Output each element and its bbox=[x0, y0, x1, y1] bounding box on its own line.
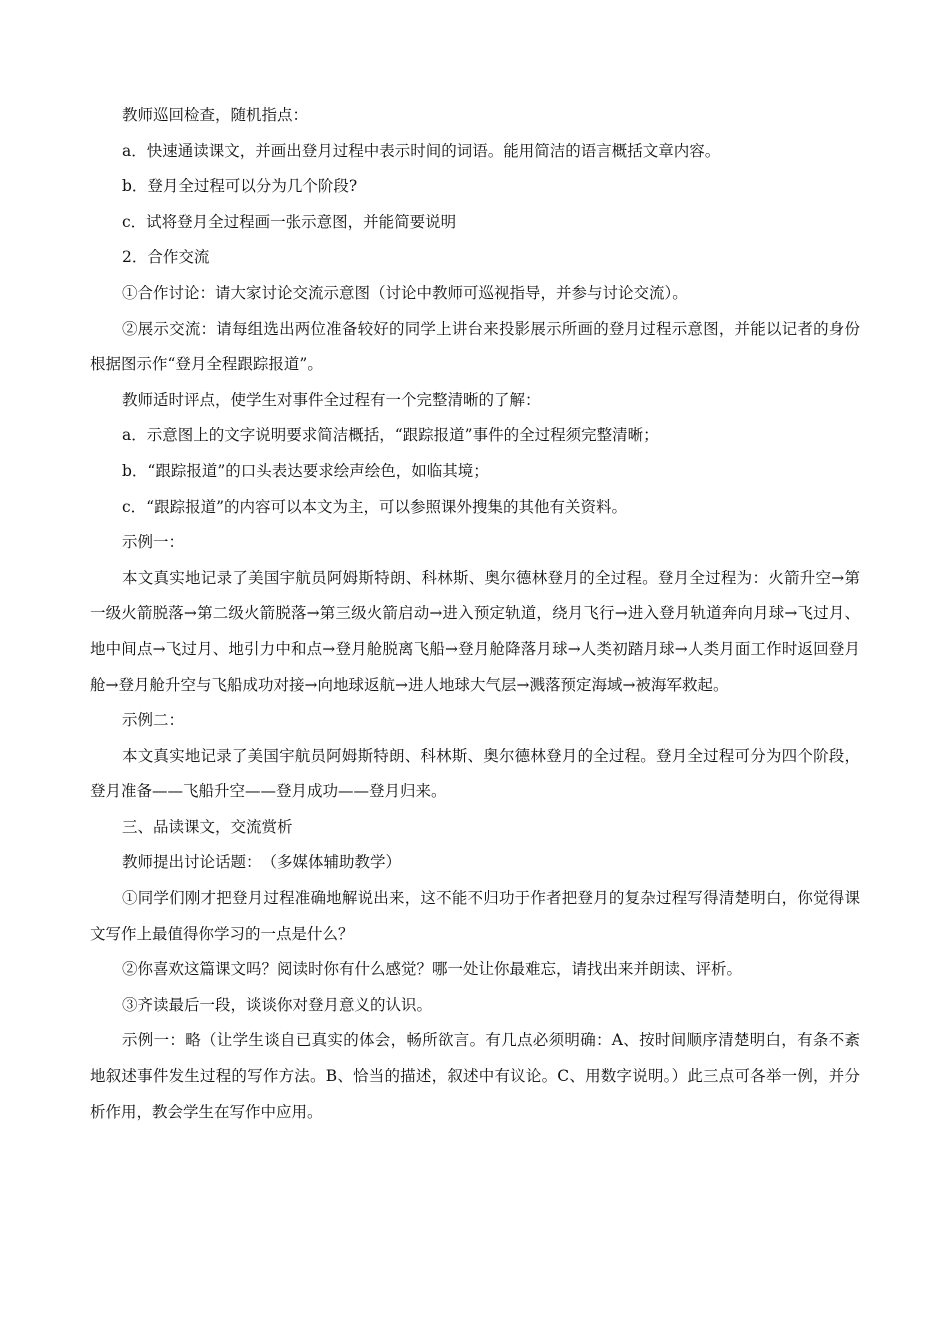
document-page bbox=[90, 98, 860, 1130]
paragraph: ②展示交流：请每组选出两位准备较好的同学上讲台来投影展示所画的登月过程示意图，并能以记者的身份根据图示作“登月全程跟踪报道”。 bbox=[90, 319, 860, 374]
paragraph: 本文真实地记录了美国宇航员阿姆斯特朗、科林斯、奥尔德林登月的全过程。登月全过程为：火箭升空→第一级火箭脱落→第二级火箭脱落→第三级火箭启动→进入预定轨道，绕月飞行→进入登月轨道奔向月球→飞过月、地中间点→飞过月、地引力中和点→登月舱脱离飞船→登月舱降落月球→人类初踏月球→人类月面工作时返回登月舱→登月舱升空与飞船成功对接→向地球返航→进人地球大气层→溅落预定海域→被海军救起。 bbox=[90, 568, 860, 694]
paragraph: ①合作讨论：请大家讨论交流示意图（讨论中教师可巡视指导，并参与讨论交流）。 bbox=[122, 283, 688, 302]
paragraph: b．登月全过程可以分为几个阶段? bbox=[122, 177, 358, 196]
paragraph: 教师巡回检查，随机指点： bbox=[122, 106, 309, 124]
paragraph: 教师提出讨论话题： （多媒体辅助教学） bbox=[122, 853, 402, 872]
paragraph: c．试将登月全过程画一张示意图，并能简要说明 bbox=[122, 212, 457, 231]
section-heading: 2．合作交流 bbox=[122, 248, 210, 267]
example-label: 示例二： bbox=[122, 711, 185, 730]
paragraph: 教师适时评点，使学生对事件全过程有一个完整清晰的了解： bbox=[122, 390, 541, 409]
paragraph: a．示意图上的文字说明要求简洁概括，“跟踪报道”事件的全过程须完整清晰； bbox=[122, 426, 659, 445]
paragraph: 本文真实地记录了美国宇航员阿姆斯特朗、科林斯、奥尔德林登月的全过程。登月全过程可分为四个阶段，登月准备——飞船升空——登月成功——登月归来。 bbox=[90, 746, 860, 801]
paragraph: ②你喜欢这篇课文吗？阅读时你有什么感觉？哪一处让你最难忘，请找出来并朗读、评析。 bbox=[122, 960, 743, 979]
paragraph: 示例一：略（让学生谈自已真实的体会，畅所欲言。有几点必须明确：A、按时间顺序清楚明白，有条不紊地叙述事件发生过程的写作方法。B、恰当的描述，叙述中有议论。C、用数字说明。）此三点可各举一例，并分析作用，教会学生在写作中应用。 bbox=[90, 1031, 860, 1121]
paragraph: b．“跟踪报道”的口头表达要求绘声绘色，如临其境； bbox=[122, 461, 489, 480]
paragraph: ①同学们刚才把登月过程准确地解说出来，这不能不归功于作者把登月的复杂过程写得清楚明白，你觉得课文写作上最值得你学习的一点是什么？ bbox=[90, 889, 860, 943]
paragraph: ③齐读最后一段，谈谈你对登月意义的认识。 bbox=[122, 995, 433, 1014]
paragraph: a．快速通读课文，并画出登月过程中表示时间的词语。能用简洁的语言概括文章内容。 bbox=[122, 141, 721, 160]
paragraph: c．“跟踪报道”的内容可以本文为主，可以参照课外搜集的其他有关资料。 bbox=[122, 497, 628, 516]
section-heading: 三、品读课文，交流赏析 bbox=[122, 817, 293, 836]
example-label: 示例一： bbox=[122, 533, 185, 552]
